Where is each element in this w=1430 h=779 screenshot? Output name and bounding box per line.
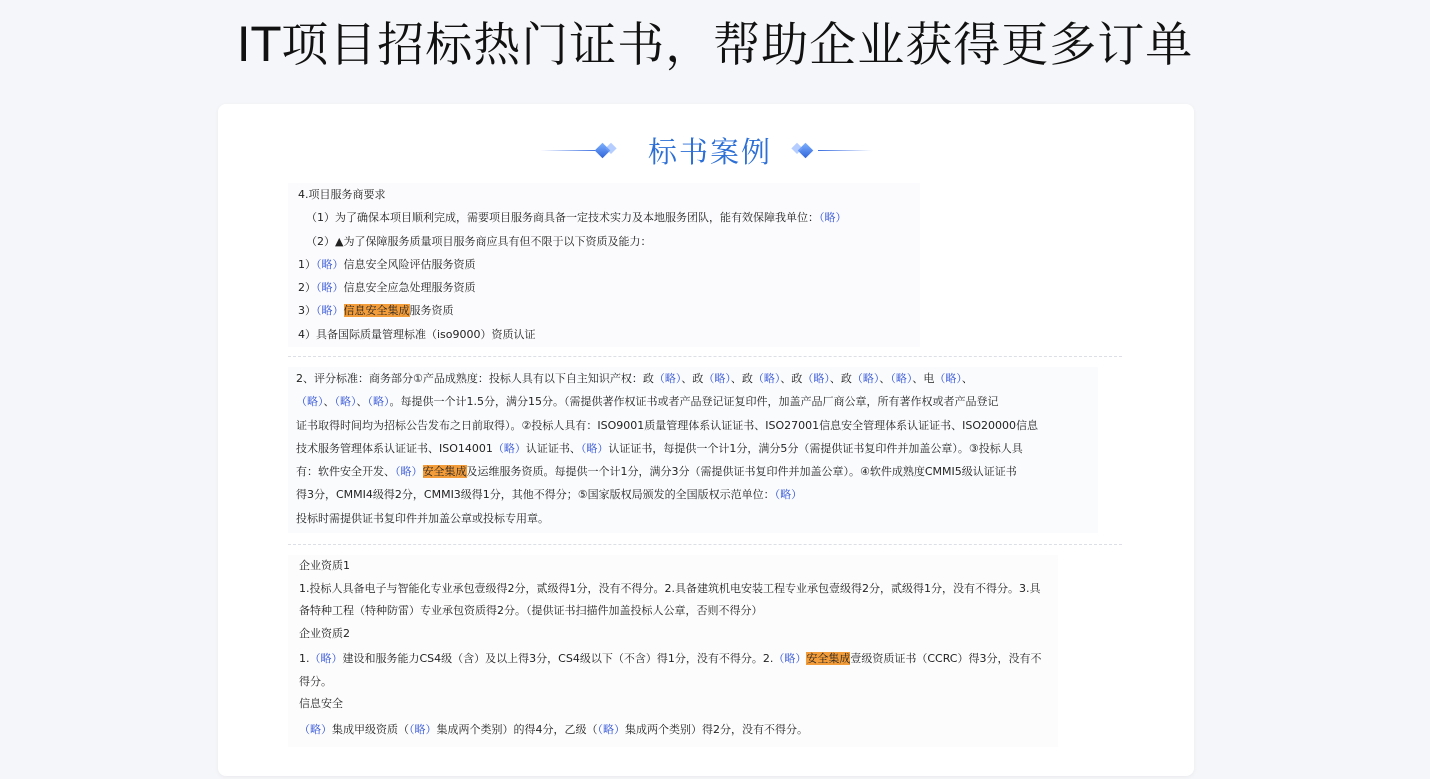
qualification-line: 1.（略）建设和服务能力CS4级（含）及以上得3分，CS4级以下（不含）得1分，没有不得分。2.（略）安全集成壹级资质证书（CCRC）得3分，没有不 xyxy=(299,652,1042,665)
enterprise-qualification-block xyxy=(288,555,1058,747)
highlight-security-integration: 安全集成 xyxy=(422,465,467,479)
header-line-left xyxy=(540,150,598,151)
scoring-line: 技术服务管理体系认证证书、ISO14001（略）认证证书、（略）认证证书，每提供一个计1分，满分5分（需提供证书复印件并加盖公章）。③投标人具 xyxy=(296,441,1023,455)
qualification-item: 2）（略）信息安全应急处理服务资质 xyxy=(298,281,476,295)
scoring-line: 投标时需提供证书复印件并加盖公章或投标专用章。 xyxy=(296,511,549,525)
diamond-right-icon xyxy=(798,143,814,159)
requirement-line: （1）为了确保本项目顺利完成，需要项目服务商具备一定技术实力及本地服务团队，能有效保障我单位：（略） xyxy=(306,211,847,225)
scoring-line: 证书取得时间均为招标公告发布之日前取得）。②投标人具有：ISO9001质量管理体系认证证书、ISO27001信息安全管理体系认证证书、ISO20000信息 xyxy=(296,418,1038,432)
highlight-security-integration: 安全集成 xyxy=(806,652,851,665)
qualification-line: 1.投标人具备电子与智能化专业承包壹级得2分，贰级得1分，没有不得分。2.具备建筑机电安装工程专业承包壹级得2分，贰级得1分，没有不得分。3.具 xyxy=(299,581,1041,595)
case-header xyxy=(0,128,1430,178)
scoring-line: （略）、（略）、（略）。每提供一个计1.5分，满分15分。（需提供著作权证书或者产品登记证复印件，加盖产品厂商公章，所有著作权或者产品登记 xyxy=(296,395,999,409)
diamond-left-icon xyxy=(595,143,611,159)
divider xyxy=(288,544,1122,545)
scoring-line: 有：软件安全开发、（略）安全集成及运维服务资质。每提供一个计1分，满分3分（需提供证书复印件并加盖公章）。④软件成熟度CMMI5级认证证书 xyxy=(296,465,1017,479)
requirement-line: （2）▲为了保障服务质量项目服务商应具有但不限于以下资质及能力： xyxy=(306,234,652,248)
section-heading: 4.项目服务商要求 xyxy=(298,188,386,201)
qualification-line: 备特种工程（特种防雷）专业承包资质得2分。（提供证书扫描件加盖投标人公章，否则不得分） xyxy=(299,604,763,617)
qualification-title: 企业资质2 xyxy=(299,626,350,640)
scoring-criteria-block xyxy=(288,367,1098,533)
page-title: IT项目招标热门证书，帮助企业获得更多订单 xyxy=(236,18,1194,73)
qualification-item: 1）（略）信息安全风险评估服务资质 xyxy=(298,257,476,271)
header-line-right xyxy=(818,150,872,151)
case-title: 标书案例 xyxy=(647,135,772,169)
qualification-item: 4）具备国际质量管理标准（iso9000）资质认证 xyxy=(298,327,536,341)
service-requirements-block xyxy=(288,183,920,347)
divider xyxy=(288,356,1122,357)
qualification-title: 信息安全 xyxy=(299,697,343,710)
qualification-line: （略）集成甲级资质（（略）集成两个类别）的得4分，乙级（（略）集成两个类别）得2分，没有不得分。 xyxy=(299,722,808,736)
qualification-title: 企业资质1 xyxy=(299,559,350,572)
qualification-line: 得分。 xyxy=(299,674,332,688)
highlight-security-integration: 信息安全集成 xyxy=(343,304,410,318)
scoring-line: 得3分，CMMI4级得2分，CMMI3级得1分，其他不得分；⑤国家版权局颁发的全国版权示范单位：（略） xyxy=(296,488,803,502)
scoring-line: 2、评分标准：商务部分①产品成熟度：投标人具有以下自主知识产权：政（略）、政（略）、政（略）、政（略）、政（略）、（略）、电（略）、 xyxy=(296,372,973,385)
qualification-item: 3）（略）信息安全集成服务资质 xyxy=(298,304,454,318)
